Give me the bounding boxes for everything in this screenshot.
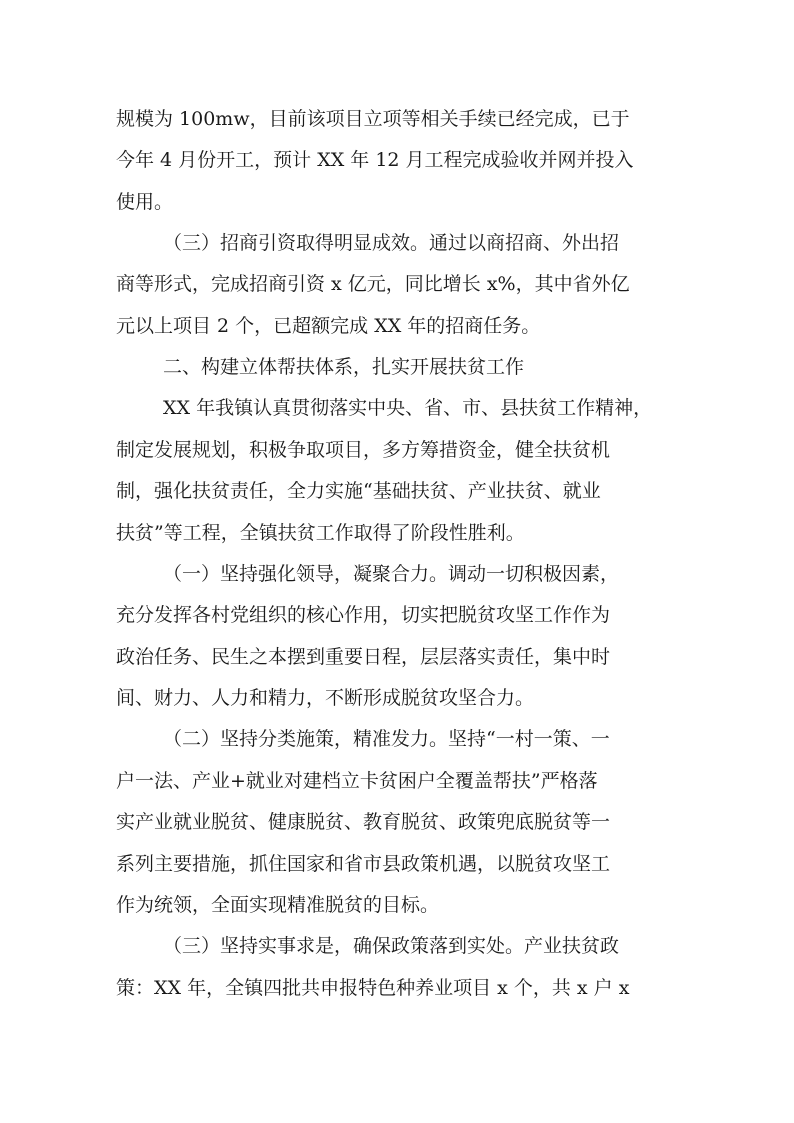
body-text-line: 充分发挥各村党组织的核心作用，切实把脱贫攻坚工作作为 [116, 604, 611, 626]
body-text-line: 扶贫”等工程，全镇扶贫工作取得了阶段性胜利。 [116, 522, 525, 544]
body-text-line: 作为统领，全面实现精准脱贫的目标。 [116, 894, 440, 916]
body-text-line: 元以上项目 2 个，已超额完成 XX 年的招商任务。 [116, 315, 541, 337]
body-text-line: 规模为 100mw，目前该项目立项等相关手续已经完成，已于 [116, 108, 630, 130]
body-text-line: 实产业就业脱贫、健康脱贫、教育脱贫、政策兜底脱贫等一 [116, 811, 611, 833]
section-heading: 二、构建立体帮扶体系，扎实开展扶贫工作 [163, 356, 525, 378]
body-text-line: 商等形式，完成招商引资 x 亿元，同比增长 x%，其中省外亿 [116, 273, 630, 295]
body-text-line: 使用。 [116, 191, 174, 213]
body-text-line: XX 年我镇认真贯彻落实中央、省、市、县扶贫工作精神， [163, 397, 653, 419]
body-text-line: 户一法、产业+就业对建档立卡贫困户全覆盖帮扶”严格落 [116, 770, 598, 792]
paragraph-heading-line: （二）坚持分类施策，精准发力。坚持“一村一策、一 [163, 728, 610, 750]
body-text-line: 系列主要措施，抓住国家和省市县政策机遇，以脱贫攻坚工 [116, 853, 611, 875]
body-text-line: 策：XX 年，全镇四批共申报特色种养业项目 x 个，共 x 户 x [116, 977, 630, 999]
paragraph-heading-line: （三）招商引资取得明显成效。通过以商招商、外出招 [163, 232, 620, 254]
paragraph-heading-line: （三）坚持实事求是，确保政策落到实处。产业扶贫政 [163, 935, 620, 957]
body-text-line: 制，强化扶贫责任，全力实施“基础扶贫、产业扶贫、就业 [116, 480, 601, 502]
body-text-line: 制定发展规划，积极争取项目，多方筹措资金，健全扶贫机 [116, 439, 611, 461]
body-text-line: 今年 4 月份开工，预计 XX 年 12 月工程完成验收并网并投入 [116, 149, 634, 171]
body-text-line: 间、财力、人力和精力，不断形成脱贫攻坚合力。 [116, 687, 535, 709]
body-text-line: 政治任务、民生之本摆到重要日程，层层落实责任，集中时 [116, 646, 611, 668]
paragraph-heading-line: （一）坚持强化领导，凝聚合力。调动一切积极因素， [163, 563, 620, 585]
